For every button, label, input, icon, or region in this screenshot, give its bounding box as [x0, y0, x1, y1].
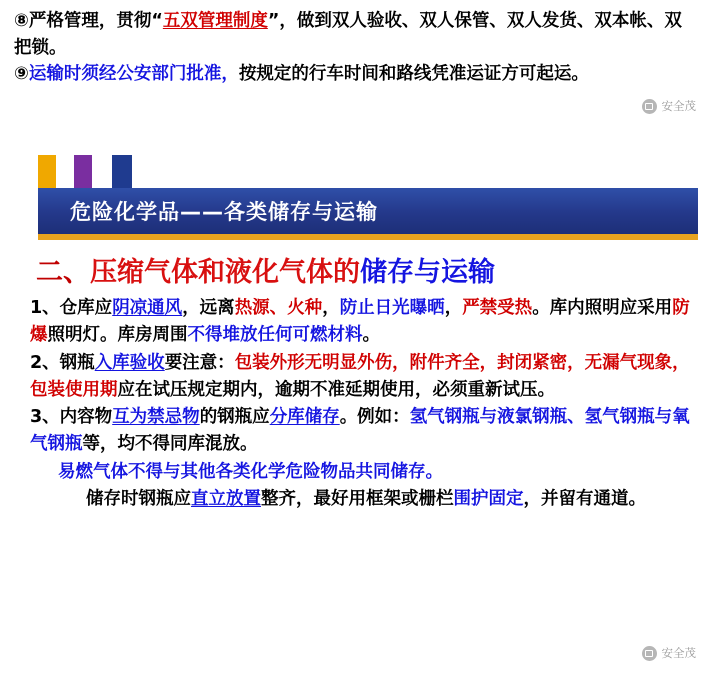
body-paragraph: [30, 295, 696, 350]
banner-underline: [38, 234, 698, 240]
item-8-run-2: “: [151, 11, 163, 31]
body-paragraph: [30, 459, 696, 486]
top-text-block: [0, 0, 710, 88]
para-3-run-0: 3、内容物: [30, 407, 113, 428]
wechat-account-icon: [642, 99, 657, 114]
slide-area: [0, 155, 710, 679]
para-2-run-2: 要注意：: [164, 352, 235, 373]
slide-banner-title: 危险化学品——各类储存与运输: [70, 200, 378, 224]
para-3-run-5: 氢气钢瓶与液氯钢瓶、氢气钢瓶与氧气钢瓶: [30, 407, 690, 455]
item-9-run-2: 按规定的行车时间和路线凭准运证方可起运。: [238, 64, 589, 85]
para-2-run-1: 入库验收: [94, 352, 165, 373]
watermark-top: [642, 98, 697, 114]
section-heading-number: 二、: [36, 257, 90, 288]
para-1-run-8: 。库内照明应采用: [532, 298, 673, 318]
item-8-run-4: ”: [267, 11, 280, 31]
para-1-run-4: ，: [322, 298, 340, 318]
para-3-run-3: 分库储存: [269, 407, 340, 428]
watermark-label: 安全茂: [661, 99, 696, 113]
para-1-run-2: ，远离: [182, 298, 235, 318]
wechat-account-icon: [642, 646, 657, 661]
para-1-run-6: ，: [444, 298, 463, 318]
para-3-run-6: 等，均不得同库混放。: [82, 434, 258, 455]
item-8-run-5: ，做到双人验收、双人保管、双人发货、双本帐、双把锁。: [14, 11, 682, 58]
para-1-run-3: 热源、火种: [234, 298, 323, 318]
para-5-run-0: 储存时钢瓶应: [86, 489, 191, 510]
para-2-run-0: 2、钢瓶: [30, 352, 95, 373]
para-2-run-3: 包装外形无明显外伤，附件齐全，封闭紧密，无漏气现象，包装使用期: [30, 352, 690, 400]
top-paragraph-8: [14, 8, 696, 61]
para-5-run-3: 围护固定: [453, 489, 524, 510]
para-1-run-11: 不得堆放任何可燃材料: [187, 325, 363, 346]
para-1-run-10: 照明灯。库房周围: [47, 325, 188, 346]
para-3-run-2: 的钢瓶应: [199, 407, 270, 428]
para-1-run-12: 。: [362, 325, 380, 346]
para-3-run-1: 互为禁忌物: [112, 407, 200, 428]
body-paragraph: [30, 350, 696, 405]
para-1-run-7: 严禁受热: [462, 298, 533, 318]
para-3-run-4: 。例如：: [339, 407, 410, 428]
para-1-run-1: 阴凉通风: [112, 298, 183, 318]
para-5-run-1: 直立放置: [191, 489, 261, 510]
item-9-run-1: 运输时须经公安部门批准，: [28, 64, 239, 85]
para-1-run-5: 防止日光曝晒: [339, 298, 445, 318]
para-4-run-0: 易燃气体不得与其他各类化学危险物品共同储存。: [58, 461, 443, 482]
item-8-run-0: ⑧: [14, 11, 29, 31]
section-heading-red: 压缩气体和液化气体的: [90, 257, 360, 288]
top-paragraph-9: [14, 61, 696, 88]
watermark-label: 安全茂: [661, 646, 696, 660]
para-2-run-4: 应在试压规定期内，逾期不准延期使用，必须重新试压。: [117, 379, 555, 400]
para-5-run-4: ，并留有通道。: [523, 489, 646, 510]
para-5-run-2: 整齐，最好用框架或栅栏: [261, 489, 454, 510]
slide-body: [30, 295, 696, 513]
decorative-color-strip: [38, 155, 163, 188]
watermark-bottom: [642, 645, 697, 661]
para-1-run-9: 防爆: [30, 298, 690, 346]
item-9-run-0: ⑨: [14, 64, 29, 85]
body-paragraph: [30, 486, 696, 513]
item-8-run-3: 五双管理制度: [162, 11, 268, 31]
section-heading: [36, 250, 696, 289]
slide-banner: [38, 188, 698, 234]
item-8-run-1: 严格管理，贯彻: [28, 11, 152, 31]
body-paragraph: [30, 404, 696, 459]
section-heading-blue: 储存与运输: [360, 257, 495, 288]
para-1-run-0: 1、仓库应: [30, 298, 113, 318]
